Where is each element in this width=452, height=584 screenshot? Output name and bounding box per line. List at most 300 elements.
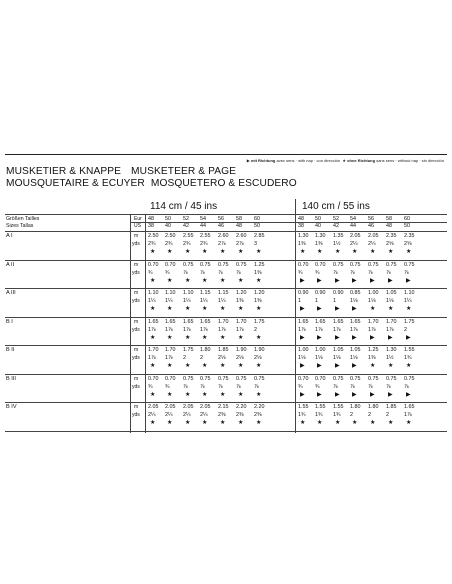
unit-m: m xyxy=(134,290,139,296)
yards-value: 1⅞ xyxy=(183,326,191,333)
unit-m: m xyxy=(134,233,139,239)
us-size: 46 xyxy=(368,223,374,229)
with-nap-icon: ▶ xyxy=(335,334,340,341)
meters-value: 1.30 xyxy=(386,347,397,353)
meters-value: 1.90 xyxy=(254,347,265,353)
meters-value: 1.75 xyxy=(183,347,194,353)
meters-value: 1.80 xyxy=(200,347,211,353)
with-nap-icon: ▶ xyxy=(352,334,357,341)
meters-value: 1.55 xyxy=(333,404,344,410)
without-nap-icon: ★ xyxy=(150,363,156,369)
yards-value: 2 xyxy=(350,412,353,418)
us-label: US xyxy=(134,223,141,229)
yards-value: 2 xyxy=(254,326,257,333)
us-size: 44 xyxy=(200,223,206,229)
yards-value: 2¾ xyxy=(165,241,173,247)
without-nap-icon: ★ xyxy=(238,363,244,369)
header-rule-bottom xyxy=(5,231,447,232)
yards-value: 1⅞ xyxy=(404,412,412,418)
without-nap-icon: ★ xyxy=(220,277,226,284)
meters-value: 1.75 xyxy=(404,318,415,325)
yards-value: 1¼ xyxy=(165,298,173,304)
without-nap-icon: ★ xyxy=(167,420,173,426)
yards-value: ⅞ xyxy=(254,383,259,390)
with-nap-icon: ▶ xyxy=(406,334,411,341)
without-nap-icon: ★ xyxy=(202,249,208,255)
yards-value: ¾ xyxy=(298,269,303,276)
yards-value: ¾ xyxy=(148,383,153,390)
meters-value: 1.70 xyxy=(165,347,176,353)
meters-value: 1.70 xyxy=(148,347,159,353)
yards-value: 2⅜ xyxy=(218,412,226,418)
without-nap-icon: ★ xyxy=(167,334,173,341)
yards-value: 1⅞ xyxy=(333,326,341,333)
with-nap-icon: ▶ xyxy=(300,363,305,369)
without-nap-icon: ★ xyxy=(317,420,323,426)
meters-value: 0.75 xyxy=(333,261,344,268)
without-nap-icon: ★ xyxy=(335,420,341,426)
legend-without-nap-rest: sans sens · without nap · sin dirección xyxy=(376,158,444,163)
without-nap-icon: ★ xyxy=(202,306,208,312)
meters-value: 0.70 xyxy=(298,375,309,382)
without-nap-icon: ★ xyxy=(300,420,306,426)
meters-value: 2.55 xyxy=(183,233,194,239)
meters-value: 2.05 xyxy=(350,233,361,239)
meters-value: 1.70 xyxy=(386,318,397,325)
meters-value: 0.75 xyxy=(200,261,211,268)
yards-value: ⅞ xyxy=(368,383,373,390)
yards-value: ⅞ xyxy=(333,269,338,276)
with-nap-icon: ▶ xyxy=(406,277,411,284)
meters-value: 1.80 xyxy=(350,404,361,410)
meters-value: 2.35 xyxy=(404,233,415,239)
meters-value: 0.75 xyxy=(218,375,229,382)
with-nap-icon: ▶ xyxy=(317,306,322,312)
yards-value: 1⅞ xyxy=(148,326,156,333)
yards-value: ⅞ xyxy=(200,383,205,390)
eur-us-divider xyxy=(130,222,447,223)
yards-value: 1⅞ xyxy=(165,355,173,361)
meters-value: 1.10 xyxy=(165,290,176,296)
meters-value: 1.00 xyxy=(298,347,309,353)
meters-value: 1.65 xyxy=(298,318,309,325)
yards-value: 2 xyxy=(368,412,371,418)
yards-value: 1⅛ xyxy=(350,298,358,304)
header-rule-top xyxy=(5,214,447,215)
unit-yds: yds xyxy=(132,412,140,418)
us-size: 42 xyxy=(183,223,189,229)
without-nap-icon: ★ xyxy=(150,391,156,398)
us-size: 50 xyxy=(254,223,260,229)
meters-value: 1.65 xyxy=(200,318,211,325)
meters-value: 0.90 xyxy=(333,290,344,296)
eur-size: 54 xyxy=(200,216,206,222)
unit-m: m xyxy=(134,375,139,382)
yards-value: 1⅛ xyxy=(350,355,358,361)
row-label: A III xyxy=(6,290,16,296)
pattern-titles xyxy=(6,166,446,190)
meters-value: 1.05 xyxy=(386,290,397,296)
yards-value: 1⅞ xyxy=(165,326,173,333)
yards-value: 1⅜ xyxy=(315,241,323,247)
yards-value: 2⅛ xyxy=(236,355,244,361)
us-size: 40 xyxy=(315,223,321,229)
yards-value: ⅞ xyxy=(386,269,391,276)
meters-value: 1.65 xyxy=(315,318,326,325)
meters-value: 1.10 xyxy=(148,290,159,296)
meters-value: 2.85 xyxy=(254,233,265,239)
yards-value: 1⅞ xyxy=(148,355,156,361)
yards-value: 2⅜ xyxy=(236,412,244,418)
yards-value: ⅞ xyxy=(386,383,391,390)
meters-value: 1.25 xyxy=(254,261,265,268)
without-nap-icon: ★ xyxy=(335,249,341,255)
us-size: 42 xyxy=(333,223,339,229)
yards-value: 1⅛ xyxy=(368,298,376,304)
without-nap-icon: ★ xyxy=(406,420,412,426)
without-nap-icon: ★ xyxy=(388,420,394,426)
eur-size: 56 xyxy=(218,216,224,222)
without-nap-icon: ★ xyxy=(220,391,226,398)
without-nap-icon: ★ xyxy=(406,249,412,255)
meters-value: 1.05 xyxy=(350,347,361,353)
unit-yds: yds xyxy=(132,326,140,333)
us-size: 48 xyxy=(236,223,242,229)
without-nap-icon: ★ xyxy=(220,249,226,255)
without-nap-icon: ★ xyxy=(256,306,262,312)
without-nap-icon: ★ xyxy=(406,306,412,312)
meters-value: 1.05 xyxy=(333,347,344,353)
yards-value: 1⅛ xyxy=(298,355,306,361)
title-fr: MOUSQUETAIRE & ECUYER xyxy=(6,178,145,189)
without-nap-icon: ★ xyxy=(167,306,173,312)
yards-value: 1⅞ xyxy=(315,326,323,333)
sizes-label-2: Sizes Tallas xyxy=(6,223,34,229)
row-label: B I xyxy=(6,318,13,325)
meters-value: 1.65 xyxy=(183,318,194,325)
yards-value: 2¼ xyxy=(200,412,208,418)
with-nap-icon: ▶ xyxy=(317,277,322,284)
unit-yds: yds xyxy=(132,355,140,361)
without-nap-icon: ★ xyxy=(238,391,244,398)
with-nap-icon: ▶ xyxy=(388,334,393,341)
meters-value: 0.75 xyxy=(386,375,397,382)
yards-value: 2⅜ xyxy=(254,412,262,418)
without-nap-icon: ★ xyxy=(185,277,191,284)
eur-size: 48 xyxy=(148,216,154,222)
yards-value: 1⅜ xyxy=(254,269,262,276)
with-nap-icon: ▶ xyxy=(300,277,305,284)
without-nap-icon: ★ xyxy=(167,363,173,369)
without-nap-icon: ★ xyxy=(185,306,191,312)
with-nap-icon: ▶ xyxy=(300,334,305,341)
with-nap-icon: ▶ xyxy=(370,334,375,341)
eur-size: 60 xyxy=(254,216,260,222)
us-size: 38 xyxy=(298,223,304,229)
row-label: A I xyxy=(6,233,13,239)
yards-value: 2¾ xyxy=(148,241,156,247)
without-nap-icon: ★ xyxy=(202,391,208,398)
without-nap-icon: ★ xyxy=(238,249,244,255)
row-rule xyxy=(5,260,447,261)
meters-value: 0.75 xyxy=(218,261,229,268)
without-nap-icon: ★ xyxy=(150,277,156,284)
yards-value: ¾ xyxy=(315,383,320,390)
meters-value: 0.75 xyxy=(368,261,379,268)
without-nap-icon: ★ xyxy=(202,334,208,341)
meters-value: 1.15 xyxy=(200,290,211,296)
meters-value: 1.20 xyxy=(254,290,265,296)
meters-value: 1.70 xyxy=(236,318,247,325)
meters-value: 0.75 xyxy=(236,375,247,382)
meters-value: 1.00 xyxy=(368,290,379,296)
us-size: 40 xyxy=(165,223,171,229)
meters-value: 0.75 xyxy=(350,375,361,382)
with-nap-icon: ▶ xyxy=(406,391,411,398)
eur-size: 54 xyxy=(350,216,356,222)
meters-value: 0.70 xyxy=(315,375,326,382)
yards-value: 1 xyxy=(298,298,301,304)
yards-value: 1½ xyxy=(333,241,341,247)
without-nap-icon: ★ xyxy=(202,363,208,369)
without-nap-icon: ★ xyxy=(150,249,156,255)
unit-yds: yds xyxy=(132,298,140,304)
without-nap-icon: ★ xyxy=(370,363,376,369)
row-rule xyxy=(5,288,447,289)
yards-value: 2 xyxy=(404,326,407,333)
without-nap-icon: ★ xyxy=(370,306,376,312)
yards-value: 2 xyxy=(183,355,186,361)
without-nap-icon: ★ xyxy=(388,306,394,312)
meters-value: 2.05 xyxy=(200,404,211,410)
meters-value: 1.65 xyxy=(165,318,176,325)
with-nap-icon: ▶ xyxy=(352,363,357,369)
with-nap-icon: ▶ xyxy=(317,391,322,398)
eur-size: 50 xyxy=(165,216,171,222)
nap-legend xyxy=(247,158,444,163)
meters-value: 0.75 xyxy=(350,261,361,268)
yards-value: 2⅝ xyxy=(404,241,412,247)
meters-value: 1.20 xyxy=(236,290,247,296)
divider-label-col xyxy=(130,214,131,433)
meters-value: 0.75 xyxy=(254,375,265,382)
eur-size: 52 xyxy=(333,216,339,222)
meters-value: 0.85 xyxy=(350,290,361,296)
yards-value: 1⅜ xyxy=(368,355,376,361)
yards-value: 2 xyxy=(386,412,389,418)
meters-value: 1.15 xyxy=(218,290,229,296)
eur-size: 50 xyxy=(315,216,321,222)
sizes-label-1: Größen Tailles xyxy=(6,216,40,222)
unit-m: m xyxy=(134,261,139,268)
row-label: B III xyxy=(6,375,16,382)
meters-value: 0.70 xyxy=(148,261,159,268)
with-nap-icon: ▶ xyxy=(335,363,340,369)
meters-value: 1.30 xyxy=(298,233,309,239)
yards-value: ¾ xyxy=(298,383,303,390)
without-nap-icon: ★ xyxy=(238,306,244,312)
meters-value: 1.10 xyxy=(404,290,415,296)
divider-unit-col xyxy=(145,214,146,433)
fabric-width-114: 114 cm / 45 ins xyxy=(150,201,218,212)
yards-value: ⅞ xyxy=(218,269,223,276)
yards-value: 1⅞ xyxy=(386,326,394,333)
yards-value: 1⅞ xyxy=(218,326,226,333)
yards-value: ⅞ xyxy=(368,269,373,276)
without-nap-icon: ★ xyxy=(150,334,156,341)
us-size: 50 xyxy=(404,223,410,229)
without-nap-icon: ★ xyxy=(238,334,244,341)
meters-value: 0.70 xyxy=(165,261,176,268)
row-rule xyxy=(5,345,447,346)
without-nap-icon: ★ xyxy=(185,363,191,369)
with-nap-icon: ▶ xyxy=(352,277,357,284)
meters-value: 1.65 xyxy=(350,318,361,325)
unit-m: m xyxy=(134,404,139,410)
yards-value: ⅞ xyxy=(183,269,188,276)
meters-value: 2.05 xyxy=(148,404,159,410)
meters-value: 1.30 xyxy=(315,233,326,239)
meters-value: 1.65 xyxy=(333,318,344,325)
without-nap-icon: ★ xyxy=(167,249,173,255)
yards-value: 2⅝ xyxy=(386,241,394,247)
meters-value: 1.65 xyxy=(404,404,415,410)
without-nap-icon: ★ xyxy=(256,391,262,398)
without-nap-icon: ★ xyxy=(150,306,156,312)
without-nap-icon: ★ xyxy=(256,420,262,426)
with-nap-icon: ▶ xyxy=(335,391,340,398)
unit-yds: yds xyxy=(132,269,140,276)
without-nap-icon: ★ xyxy=(185,391,191,398)
yards-value: 1⅞ xyxy=(236,326,244,333)
meters-value: 1.70 xyxy=(218,318,229,325)
without-nap-icon: ★ xyxy=(317,249,323,255)
without-nap-icon: ★ xyxy=(256,334,262,341)
meters-value: 0.90 xyxy=(315,290,326,296)
yards-value: 1⅞ xyxy=(298,326,306,333)
unit-yds: yds xyxy=(132,383,140,390)
row-label: B II xyxy=(6,347,15,353)
without-nap-icon: ★ xyxy=(388,249,394,255)
meters-value: 0.70 xyxy=(148,375,159,382)
yards-value: 1⅜ xyxy=(236,298,244,304)
with-nap-icon: ▶ xyxy=(370,391,375,398)
without-nap-icon: ★ xyxy=(370,420,376,426)
yards-value: ⅞ xyxy=(404,269,409,276)
row-rule xyxy=(5,402,447,403)
with-nap-icon: ▶ xyxy=(300,391,305,398)
meters-value: 0.75 xyxy=(200,375,211,382)
with-nap-icon: ▶ xyxy=(335,306,340,312)
meters-value: 2.60 xyxy=(236,233,247,239)
yards-value: 2¾ xyxy=(200,241,208,247)
without-nap-icon: ★ xyxy=(220,420,226,426)
meters-value: 1.80 xyxy=(368,404,379,410)
yards-value: 1⅜ xyxy=(254,298,262,304)
meters-value: 2.15 xyxy=(218,404,229,410)
without-nap-icon: ★ xyxy=(220,363,226,369)
without-nap-icon: ★ xyxy=(202,420,208,426)
eur-size: 58 xyxy=(236,216,242,222)
without-nap-icon: ★ xyxy=(185,334,191,341)
yards-value: ¾ xyxy=(165,269,170,276)
legend-with-nap-de: mit Richtung xyxy=(250,158,276,163)
us-size: 46 xyxy=(218,223,224,229)
yards-value: ⅞ xyxy=(404,383,409,390)
without-nap-icon: ★ xyxy=(238,420,244,426)
title-en: MUSKETEER & PAGE xyxy=(131,166,237,177)
yards-value: 2¼ xyxy=(183,412,191,418)
yards-value: ¾ xyxy=(165,383,170,390)
without-nap-icon: ★ xyxy=(352,249,358,255)
without-nap-icon: ★ xyxy=(238,277,244,284)
yards-value: 1⅛ xyxy=(386,298,394,304)
meters-value: 2.35 xyxy=(386,233,397,239)
meters-value: 0.70 xyxy=(315,261,326,268)
eur-size: 60 xyxy=(404,216,410,222)
us-size: 48 xyxy=(386,223,392,229)
without-nap-icon: ★ xyxy=(388,363,394,369)
meters-value: 0.75 xyxy=(183,375,194,382)
without-nap-icon: ★ xyxy=(370,249,376,255)
yards-value: ⅞ xyxy=(350,269,355,276)
yards-value: 1¼ xyxy=(183,298,191,304)
yards-value: 1¾ xyxy=(404,355,412,361)
meters-value: 1.85 xyxy=(386,404,397,410)
yards-value: 1½ xyxy=(386,355,394,361)
yards-value: 1⅞ xyxy=(200,326,208,333)
meters-value: 2.55 xyxy=(200,233,211,239)
row-rule xyxy=(5,431,447,432)
yards-value: 1¼ xyxy=(200,298,208,304)
meters-value: 1.00 xyxy=(315,347,326,353)
yards-value: ⅞ xyxy=(183,383,188,390)
without-nap-icon: ★ xyxy=(256,249,262,255)
without-nap-icon: ★ xyxy=(406,363,412,369)
without-nap-icon: ★ xyxy=(220,334,226,341)
with-nap-icon: ▶ xyxy=(335,277,340,284)
legend-without-nap-de: ohne Richtung xyxy=(347,158,376,163)
without-nap-icon: ★ xyxy=(352,420,358,426)
without-nap-icon: ★ xyxy=(256,277,262,284)
yards-value: ⅞ xyxy=(350,383,355,390)
row-label: A II xyxy=(6,261,15,268)
top-rule xyxy=(5,154,447,155)
us-size: 38 xyxy=(148,223,154,229)
legend-with-nap-rest: avec sens · with nap · con dirección xyxy=(276,158,341,163)
without-nap-icon: ★ xyxy=(150,420,156,426)
meters-value: 1.85 xyxy=(218,347,229,353)
with-nap-icon: ▶ xyxy=(352,306,357,312)
meters-value: 2.05 xyxy=(165,404,176,410)
meters-value: 0.75 xyxy=(183,261,194,268)
yards-value: 1⅞ xyxy=(368,326,376,333)
eur-size: 48 xyxy=(298,216,304,222)
meters-value: 1.55 xyxy=(298,404,309,410)
row-rule xyxy=(5,374,447,375)
yards-value: ⅞ xyxy=(218,383,223,390)
yards-value: 1¾ xyxy=(333,412,341,418)
meters-value: 0.75 xyxy=(368,375,379,382)
with-nap-icon: ▶ xyxy=(388,277,393,284)
meters-value: 2.20 xyxy=(254,404,265,410)
unit-yds: yds xyxy=(132,241,140,247)
without-nap-icon: ★ xyxy=(256,363,262,369)
meters-value: 2.50 xyxy=(165,233,176,239)
yards-value: ⅞ xyxy=(236,269,241,276)
yards-value: ⅞ xyxy=(200,269,205,276)
meters-value: 0.70 xyxy=(165,375,176,382)
